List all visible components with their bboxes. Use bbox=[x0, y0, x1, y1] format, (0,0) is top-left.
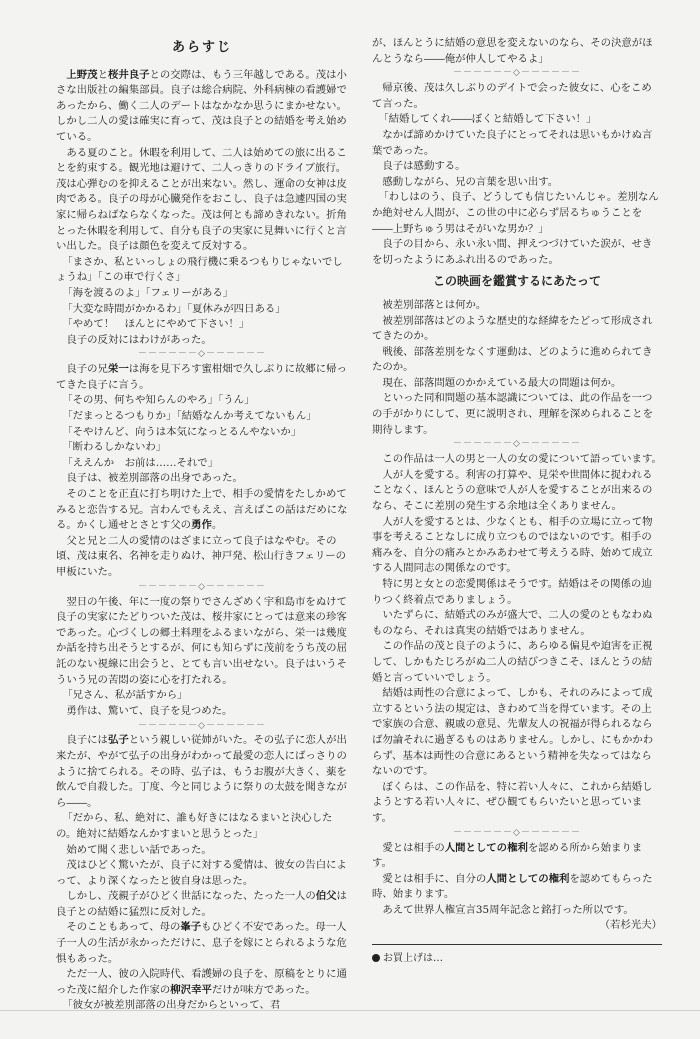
dialogue-line: 「その男、何ちや知らんのやろ」「うん」 bbox=[62, 394, 255, 407]
dialogue-line: 「ええんか お前は……それで」 bbox=[62, 456, 219, 469]
emphasis: 人間としての権利 bbox=[444, 841, 528, 854]
paragraph: 被差別部落とは何か。 bbox=[382, 298, 487, 311]
paragraph: 良子の目から、永い永い間、押えつづけていた涙が、せきを切ったようにあふれ出るのであった。 bbox=[372, 238, 653, 266]
paragraph: 結婚は両性の合意によって、しかも、それのみによって成立するという法の規定は、きわめて当を得ています。その上で家族の合意、親戚の意見、先輩友人の祝福が得られるならば勿論それに過ぎるものはありません。しかし、にもかかわらず、基本は両性の合意にあるという精神を失なってはならないのです。 bbox=[372, 687, 654, 778]
paragraph: しかし、茂親子がひどく世話になった、たった一人の伯父は良子との結婚に猛烈に反対した。 bbox=[56, 890, 347, 918]
dialogue-line: 「兄さん、私が話すから」 bbox=[62, 689, 188, 702]
dialogue-line: 「だまっとるつもりか」「結婚なんか考えてないもん」 bbox=[62, 410, 317, 423]
paragraph: この作品の茂と良子のように、あらゆる偏見や迫害を正視して、しかもたじろがぬ二人の結びつきこそ、ほんとうの結婚と言っていいでしょう。 bbox=[372, 640, 653, 684]
dialogue-line: 「そやけんど、向うは本気になっとるんやないか」 bbox=[62, 425, 302, 438]
character-name: 峯子 bbox=[180, 921, 202, 934]
paragraph: 父と兄と二人の愛情のはざまに立って良子はなやむ。その頃、茂は東名、名神を走りぬけ、神戸発、松山行きフェリーの甲板にいた。 bbox=[56, 534, 346, 578]
purchase-note-text: お買上げは… bbox=[383, 953, 443, 965]
dialogue-line: 「大変な時間がかかるわ」「夏休みが四日ある」 bbox=[62, 302, 286, 315]
paragraph: 良子の反対にはわけがあった。 bbox=[66, 333, 212, 346]
paragraph: 愛とは相手の人間としての権利を認める所から始まります。 bbox=[372, 841, 643, 870]
paragraph: 良子は感動する。 bbox=[382, 160, 466, 173]
author-signature: （若杉光夫） bbox=[599, 919, 662, 932]
left-column bbox=[56, 40, 348, 1014]
section-divider: －－－－－－◇－－－－－－ bbox=[453, 827, 581, 838]
paragraph: 特に男と女との恋愛関係はそうです。結婚はその関係の辿りつく終着点でありましょう。 bbox=[372, 578, 652, 606]
section-divider: －－－－－－◇－－－－－－ bbox=[453, 439, 581, 450]
dialogue-line: 「結婚してくれ――ぼくと結婚して下さい！」 bbox=[378, 113, 597, 126]
dialogue-line: 「だから、私、絶対に、誰も好きにはなるまいと決心したの。絶対に結婚なんかすまいと思うとった」 bbox=[56, 812, 333, 840]
paragraph: 愛とは相手に、自分の人間としての権利を認めてもらった時、始まります。 bbox=[372, 872, 653, 901]
dialogue-line: 「彼女が被差別部落の出身だからといって、君 bbox=[62, 999, 281, 1012]
paragraph: 被差別部落はどのような歴史的な経緯をたどって形成されてきたのか。 bbox=[372, 314, 653, 343]
paragraph: 茂はひどく驚いたが、良子に対する愛情は、彼女の告白によって、より深くなったと彼自身は思った。 bbox=[56, 859, 347, 887]
paragraph: 始めて聞く悲しい話であった。 bbox=[66, 843, 212, 856]
section-divider: －－－－－－◇－－－－－－ bbox=[138, 581, 266, 592]
dialogue-line: 「やめて！ ほんとにやめて下さい！」 bbox=[62, 318, 250, 331]
paragraph: なかば諦めかけていた良子にとってそれは思いもかけぬ言葉であった。 bbox=[372, 128, 653, 157]
emphasis: 人間としての権利 bbox=[486, 872, 570, 885]
paragraph: 良子は、被差別部落の出身であった。 bbox=[66, 472, 243, 485]
dialogue-line: 「わしはのう、良子、どうしても信じたいんじゃ。差別なんか絶対せん人間が、この世の中に必らず居るちゅうことを――上野ちゅう男はそがいな男か？」 bbox=[372, 191, 659, 235]
paragraph: 現在、部落問題のかかえている最大の問題は何か。 bbox=[382, 376, 622, 389]
paragraph: が、ほんとうに結婚の意思を変えないのなら、その決意がほんとうなら――俺が仲人してやるよ」 bbox=[372, 37, 653, 65]
paragraph: あえて世界人権宣言35周年記念と銘打った所以です。 bbox=[382, 903, 634, 916]
character-name: 柳沢幸平 bbox=[170, 983, 212, 996]
bullet-icon bbox=[372, 954, 380, 962]
section-divider: －－－－－－◇－－－－－－ bbox=[138, 349, 266, 360]
paragraph: ある夏のこと。休暇を利用して、二人は始めての旅に出ることを約束する。観光地は避けて、二人っきりのドライブ旅行。茂は心弾むのを抑えることが出来ない。然し、運命の女神は皮肉である。良子の母が心臓発作をおこし、良子は急遽四国の実家に帰らねばならなくなった。茂は何とも諦めきれない。折角とった休暇を利用して、自分も良子の実家に見舞いに行くと言い出した。良子は顔色を変えて反対する。 bbox=[56, 146, 347, 253]
paragraph: 良子の兄栄一は海を見下ろす蜜柑畑で久しぶりに故郷に帰ってきた良子に言う。 bbox=[56, 363, 347, 391]
paragraph: 感動しながら、兄の言葉を思い出す。 bbox=[382, 175, 559, 188]
character-name: 栄一 bbox=[107, 363, 129, 376]
paragraph: 勇作は、驚いて、良子を見つめた。 bbox=[66, 704, 233, 717]
paragraph: いたずらに、結婚式のみが盛大で、二人の愛のともなわぬものなら、それは真実の結婚ではありません。 bbox=[372, 609, 653, 637]
paragraph: といった同和問題の基本認識については、此の作品を一つの手がかりにして、更に説明され、理解を深められることを期待します。 bbox=[372, 392, 653, 436]
paragraph: 人が人を愛するとは、少なくとも、相手の立場に立って物事を考えることなしに成り立つものではないのです。相手の痛みを、自分の痛みとかみあわせて考えうる時、始めて成立する人間同志の関係なのです。 bbox=[372, 515, 653, 575]
paragraph: 帰京後、茂は久しぶりのデイトで会った彼女に、心をこめて言った。 bbox=[372, 82, 652, 110]
paragraph: そのことを正直に打ち明けた上で、相手の愛情をたしかめてみると恋告する兄。言わんでもええ、言えばこの話はだめになる。かくし通せとさとす父の勇作。 bbox=[56, 488, 348, 532]
page-bottom-rule bbox=[0, 1010, 700, 1011]
character-name: 弘子 bbox=[107, 734, 129, 747]
dialogue-line: 「断わるしかないわ」 bbox=[62, 441, 167, 454]
paragraph: 翌日の午後、年に一度の祭りでさんざめく宇和島市をぬけて良子の実家にたどりついた茂は、桜井家にとっては意来の珍客であった。心づくしの郷土料理をふるまいながら、栄一は幾度か話を持ち出そうとするが、何にも知らずに茂前をうち茂の屈託のない視線に出会うと、とても言い出せない。良子はいうそういう兄の苦悶の姿に心を打たれる。 bbox=[56, 595, 347, 686]
section-divider: －－－－－－◇－－－－－－ bbox=[138, 720, 266, 731]
section-divider: －－－－－－◇－－－－－－ bbox=[453, 68, 581, 79]
character-name: 上野茂 bbox=[66, 68, 98, 81]
paragraph: そのこともあって、母の峯子もひどく不安であった。母一人子一人の生活が永かっただけに、息子を嫁にとられるような危惧もあった。 bbox=[56, 921, 347, 965]
paragraph: ただ一人、彼の入院時代、看護婦の良子を、原稿をとりに通った茂に紹介した作家の柳沢幸平だけが味方であった。 bbox=[56, 968, 347, 996]
dialogue-line: 「まさか、私といっしょの飛行機に乗るつもりじゃないでしょうね」「この車で行くさ」 bbox=[56, 255, 343, 284]
right-column bbox=[372, 36, 662, 967]
character-name: 伯父 bbox=[315, 890, 337, 903]
character-name: 勇作 bbox=[191, 519, 212, 532]
character-name: 桜井良子 bbox=[107, 68, 150, 81]
paragraph: この作品は一人の男と一人の女の愛について語っています。 bbox=[382, 453, 662, 466]
appreciation-heading: この映画を鑑賞するにあたって bbox=[432, 274, 601, 289]
synopsis-heading: あらすじ bbox=[171, 40, 232, 55]
paragraph: 上野茂と桜井良子との交際は、もう三年越しである。茂は小さな出版社の編集部員。良子は総合病院、外科病棟の看護婦であったから、働く二人のデートはなかなか思うにまかせない。しかし二人の愛は確実に育って、茂は良子との結婚を考え始めている。 bbox=[56, 68, 347, 143]
paragraph: ぼくらは、この作品を、特に若い人々に、これから結婚しようとする若い人々に、ぜひ観てもらいたいと思っています。 bbox=[372, 780, 653, 824]
paragraph: 人が人を愛する。利害の打算や、見栄や世間体に捉われることなく、ほんとうの意味で人が人を愛することが出来るのなら、そこに差別の発生する余地は全くありません。 bbox=[372, 468, 653, 513]
footer-rule bbox=[372, 944, 662, 945]
paragraph: 戦後、部落差別をなくす運動は、どのように進められてきたのか。 bbox=[372, 345, 653, 374]
dialogue-line: 「海を渡るのよ」「フェリーがある」 bbox=[62, 286, 234, 299]
purchase-note bbox=[372, 951, 662, 967]
paragraph: 良子には弘子という親しい従姉がいた。その弘子に恋人が出来たが、やがて弘子の出身がわかって最愛の恋人にばっさりのように捨てられる。その時、弘子は、もうお腹が大きく、薬を飲んで自殺した。丁度、今と同じように祭りの太鼓を聞きながら――。 bbox=[56, 734, 347, 809]
